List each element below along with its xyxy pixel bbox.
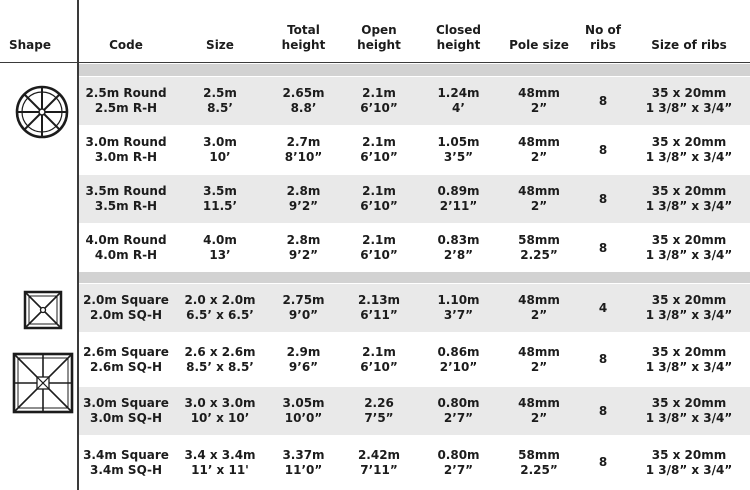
separator-band bbox=[78, 64, 750, 76]
header-open-height-line2: height bbox=[357, 38, 401, 52]
header-closed-height-line1: Closed bbox=[435, 23, 482, 37]
cell-closed bbox=[417, 387, 500, 435]
cell-pole-line1: 48mm bbox=[518, 135, 560, 149]
header-total-height-line2: height bbox=[281, 38, 326, 52]
header-size-of-ribs-label: Size of ribs bbox=[651, 38, 727, 52]
header-total-height-line1: Total bbox=[287, 23, 320, 37]
cell-ribs-value: 4 bbox=[598, 300, 608, 315]
cell-total bbox=[266, 77, 341, 125]
cell-open-line2: 6’10” bbox=[360, 150, 398, 164]
cell-rib-size bbox=[628, 387, 750, 435]
cell-closed-line2: 3’5” bbox=[443, 150, 474, 164]
table-row bbox=[78, 126, 750, 174]
cell-ribs bbox=[578, 77, 628, 125]
cell-size bbox=[174, 77, 266, 125]
cell-pole-line2: 2” bbox=[530, 150, 548, 164]
cell-pole-line1: 48mm bbox=[518, 344, 560, 359]
cell-ribs-value: 8 bbox=[598, 403, 608, 418]
cell-pole-line1: 48mm bbox=[518, 293, 560, 307]
cell-open-line1: 2.1m bbox=[362, 135, 396, 149]
cell-ribs-value: 8 bbox=[598, 93, 608, 108]
separator-band bbox=[78, 271, 750, 283]
cell-rib-size-line2: 1 3/8” x 3/4” bbox=[645, 411, 733, 425]
cell-ribs-value: 8 bbox=[598, 142, 608, 157]
cell-open-line1: 2.13m bbox=[357, 293, 401, 307]
cell-code-line1: 3.5m Round bbox=[85, 184, 167, 198]
cell-total bbox=[266, 439, 341, 487]
header-size bbox=[174, 0, 266, 62]
cell-rib-size-line2: 1 3/8” x 3/4” bbox=[645, 150, 733, 164]
cell-pole-line1: 58mm bbox=[518, 233, 560, 247]
table-row bbox=[78, 439, 750, 487]
cell-rib-size-line2: 1 3/8” x 3/4” bbox=[645, 308, 733, 322]
cell-pole-line1: 48mm bbox=[518, 396, 560, 410]
cell-open bbox=[341, 77, 417, 125]
cell-total-line2: 10’0” bbox=[284, 411, 323, 425]
header-size-label: Size bbox=[206, 38, 234, 52]
cell-code bbox=[78, 439, 174, 487]
cell-rib-size bbox=[628, 336, 750, 384]
cell-ribs bbox=[578, 175, 628, 223]
header-code bbox=[78, 0, 174, 62]
cell-size-line2: 11.5’ bbox=[202, 199, 238, 213]
cell-open-line2: 6’10” bbox=[360, 101, 398, 115]
cell-code-line2: 2.5m R-H bbox=[94, 101, 158, 115]
cell-open-line1: 2.1m bbox=[362, 86, 396, 100]
cell-size-line2: 8.5’ x 8.5’ bbox=[186, 359, 254, 374]
cell-code-line2: 3.4m SQ-H bbox=[89, 462, 163, 477]
cell-closed bbox=[417, 126, 500, 174]
cell-code-line1: 3.0m Square bbox=[83, 396, 169, 410]
cell-pole-line2: 2” bbox=[530, 308, 548, 322]
cell-closed bbox=[417, 175, 500, 223]
table-row bbox=[78, 77, 750, 125]
cell-rib-size bbox=[628, 77, 750, 125]
cell-size-line1: 4.0m bbox=[203, 233, 237, 247]
cell-ribs-value: 8 bbox=[598, 191, 608, 206]
cell-closed-line2: 2’8” bbox=[443, 248, 474, 262]
cell-rib-size-line1: 35 x 20mm bbox=[651, 293, 727, 307]
cell-rib-size-line1: 35 x 20mm bbox=[651, 184, 727, 198]
cell-total-line1: 2.65m bbox=[282, 86, 325, 100]
cell-closed-line1: 1.10m bbox=[437, 293, 480, 307]
table-header bbox=[0, 0, 750, 63]
table-row bbox=[78, 224, 750, 272]
cell-open bbox=[341, 284, 417, 332]
header-shape-label: Shape bbox=[9, 38, 52, 52]
cell-size-line1: 3.0 x 3.0m bbox=[184, 396, 256, 410]
cell-ribs-value: 8 bbox=[598, 352, 608, 366]
cell-size-line1: 2.6 x 2.6m bbox=[184, 344, 256, 359]
cell-size-line2: 11’ x 11' bbox=[191, 462, 249, 477]
cell-size bbox=[174, 439, 266, 487]
cell-code bbox=[78, 387, 174, 435]
cell-total-line2: 8.8’ bbox=[290, 101, 317, 115]
cell-open bbox=[341, 175, 417, 223]
cell-closed-line1: 0.83m bbox=[437, 233, 480, 247]
cell-code-line1: 2.0m Square bbox=[83, 293, 169, 307]
cell-open-line2: 6’10” bbox=[360, 248, 398, 262]
cell-pole bbox=[500, 336, 578, 384]
cell-open bbox=[341, 336, 417, 384]
cell-code bbox=[78, 224, 174, 272]
cell-open bbox=[341, 387, 417, 435]
cell-rib-size bbox=[628, 284, 750, 332]
cell-size-line2: 8.5’ bbox=[207, 101, 233, 115]
cell-rib-size-line2: 1 3/8” x 3/4” bbox=[645, 101, 733, 115]
cell-pole-line2: 2” bbox=[530, 411, 548, 425]
cell-ribs bbox=[578, 126, 628, 174]
cell-pole bbox=[500, 224, 578, 272]
header-open-height-line1: Open bbox=[361, 23, 397, 37]
cell-pole bbox=[500, 387, 578, 435]
cell-total bbox=[266, 284, 341, 332]
cell-open bbox=[341, 439, 417, 487]
cell-closed-line2: 2’7” bbox=[443, 411, 474, 425]
cell-ribs bbox=[578, 439, 628, 487]
cell-pole bbox=[500, 175, 578, 223]
cell-closed-line1: 0.89m bbox=[437, 184, 480, 198]
cell-code-line2: 2.0m SQ-H bbox=[89, 308, 163, 322]
cell-closed-line1: 1.05m bbox=[437, 135, 480, 149]
table-row bbox=[78, 336, 750, 384]
cell-open-line2: 6’10” bbox=[360, 359, 398, 374]
cell-total-line1: 3.05m bbox=[282, 396, 325, 410]
cell-code-line1: 2.6m Square bbox=[83, 344, 169, 359]
cell-total bbox=[266, 224, 341, 272]
cell-code bbox=[78, 126, 174, 174]
cell-closed-line2: 2’11” bbox=[439, 199, 478, 213]
round-umbrella-icon bbox=[14, 84, 70, 140]
cell-size bbox=[174, 387, 266, 435]
table-row bbox=[78, 387, 750, 435]
cell-ribs-value: 8 bbox=[598, 240, 608, 255]
cell-pole-line1: 58mm bbox=[518, 447, 560, 462]
cell-size-line1: 2.0 x 2.0m bbox=[184, 293, 256, 307]
cell-code bbox=[78, 336, 174, 384]
cell-pole bbox=[500, 439, 578, 487]
cell-open-line1: 2.1m bbox=[362, 184, 396, 198]
cell-code-line1: 3.0m Round bbox=[85, 135, 167, 149]
cell-total-line1: 2.9m bbox=[286, 344, 321, 359]
header-closed-height-line2: height bbox=[436, 38, 481, 52]
cell-pole bbox=[500, 126, 578, 174]
cell-rib-size-line1: 35 x 20mm bbox=[651, 447, 727, 462]
cell-closed-line2: 2’10” bbox=[439, 359, 478, 374]
small-square-umbrella-icon bbox=[23, 290, 63, 330]
cell-total-line2: 9’6” bbox=[288, 359, 319, 374]
header-total-height bbox=[266, 0, 341, 62]
cell-code-line2: 3.0m R-H bbox=[94, 150, 158, 164]
cell-open-line1: 2.1m bbox=[362, 344, 396, 359]
header-shape bbox=[0, 0, 78, 62]
cell-total bbox=[266, 126, 341, 174]
cell-ribs bbox=[578, 224, 628, 272]
cell-closed-line1: 0.86m bbox=[437, 344, 480, 359]
cell-closed-line1: 0.80m bbox=[437, 396, 480, 410]
cell-total-line2: 9’2” bbox=[288, 248, 319, 262]
cell-rib-size bbox=[628, 224, 750, 272]
cell-code-line2: 4.0m R-H bbox=[94, 248, 158, 262]
cell-closed bbox=[417, 439, 500, 487]
cell-closed-line1: 1.24m bbox=[437, 86, 480, 100]
cell-code-line1: 3.4m Square bbox=[83, 447, 169, 462]
cell-open-line1: 2.42m bbox=[357, 447, 401, 462]
cell-code-line1: 4.0m Round bbox=[85, 233, 167, 247]
cell-total-line2: 9’0” bbox=[288, 308, 319, 322]
cell-total-line1: 2.8m bbox=[286, 233, 321, 247]
cell-total bbox=[266, 175, 341, 223]
header-closed-height bbox=[417, 0, 500, 62]
cell-closed bbox=[417, 336, 500, 384]
cell-code bbox=[78, 77, 174, 125]
cell-total-line2: 8’10” bbox=[284, 150, 323, 164]
cell-code bbox=[78, 284, 174, 332]
header-no-of-ribs-line1: No of bbox=[585, 23, 621, 37]
cell-code-line2: 3.5m R-H bbox=[94, 199, 158, 213]
cell-ribs bbox=[578, 387, 628, 435]
cell-code-line2: 2.6m SQ-H bbox=[89, 359, 163, 374]
header-pole-size-label: Pole size bbox=[509, 38, 569, 52]
cell-closed bbox=[417, 224, 500, 272]
cell-total-line1: 2.8m bbox=[286, 184, 321, 198]
cell-rib-size-line2: 1 3/8” x 3/4” bbox=[645, 248, 733, 262]
cell-closed-line2: 2’7” bbox=[443, 462, 474, 477]
cell-open bbox=[341, 224, 417, 272]
header-code-label: Code bbox=[109, 38, 143, 52]
cell-code bbox=[78, 175, 174, 223]
cell-pole bbox=[500, 284, 578, 332]
cell-size-line1: 3.5m bbox=[203, 184, 237, 198]
cell-closed-line2: 3’7” bbox=[443, 308, 474, 322]
cell-size bbox=[174, 224, 266, 272]
cell-rib-size-line1: 35 x 20mm bbox=[651, 396, 727, 410]
cell-pole bbox=[500, 77, 578, 125]
table-row bbox=[78, 175, 750, 223]
header-no-of-ribs-line2: ribs bbox=[590, 38, 616, 52]
cell-size bbox=[174, 126, 266, 174]
cell-pole-line2: 2.25” bbox=[520, 248, 558, 262]
cell-ribs-value: 8 bbox=[598, 455, 608, 469]
cell-size-line2: 13’ bbox=[209, 248, 231, 262]
cell-pole-line2: 2” bbox=[530, 199, 548, 213]
cell-rib-size-line2: 1 3/8” x 3/4” bbox=[645, 462, 733, 477]
cell-rib-size-line2: 1 3/8” x 3/4” bbox=[645, 199, 733, 213]
cell-total bbox=[266, 387, 341, 435]
cell-pole-line2: 2” bbox=[530, 359, 548, 374]
cell-closed bbox=[417, 284, 500, 332]
cell-open-line2: 7’11” bbox=[360, 462, 398, 477]
cell-size-line1: 3.0m bbox=[203, 135, 237, 149]
cell-size bbox=[174, 175, 266, 223]
cell-size bbox=[174, 336, 266, 384]
cell-size bbox=[174, 284, 266, 332]
cell-rib-size-line1: 35 x 20mm bbox=[651, 233, 727, 247]
cell-code-line1: 2.5m Round bbox=[85, 86, 167, 100]
cell-size-line2: 10’ bbox=[209, 150, 231, 164]
cell-pole-line1: 48mm bbox=[518, 86, 560, 100]
cell-size-line1: 2.5m bbox=[203, 86, 237, 100]
cell-rib-size-line2: 1 3/8” x 3/4” bbox=[645, 359, 733, 374]
cell-total-line1: 2.7m bbox=[286, 135, 321, 149]
cell-ribs bbox=[578, 284, 628, 332]
cell-rib-size-line1: 35 x 20mm bbox=[651, 135, 727, 149]
cell-pole-line1: 48mm bbox=[518, 184, 560, 198]
cell-code-line2: 3.0m SQ-H bbox=[89, 411, 163, 425]
cell-total-line2: 11’0” bbox=[284, 462, 323, 477]
cell-size-line2: 10’ x 10’ bbox=[190, 411, 250, 425]
cell-rib-size-line1: 35 x 20mm bbox=[651, 344, 727, 359]
cell-open bbox=[341, 126, 417, 174]
cell-total-line1: 3.37m bbox=[282, 447, 325, 462]
cell-total-line1: 2.75m bbox=[282, 293, 325, 307]
cell-total-line2: 9’2” bbox=[288, 199, 319, 213]
header-open-height bbox=[341, 0, 417, 62]
cell-closed-line1: 0.80m bbox=[437, 447, 480, 462]
cell-closed bbox=[417, 77, 500, 125]
cell-open-line1: 2.1m bbox=[362, 233, 396, 247]
table-row bbox=[78, 284, 750, 332]
cell-ribs bbox=[578, 336, 628, 384]
cell-open-line2: 7’5” bbox=[364, 411, 394, 425]
cell-closed-line2: 4’ bbox=[452, 101, 465, 115]
large-square-umbrella-icon bbox=[12, 352, 74, 414]
cell-size-line2: 6.5’ x 6.5’ bbox=[186, 308, 254, 322]
cell-size-line1: 3.4 x 3.4m bbox=[184, 447, 256, 462]
header-pole-size bbox=[500, 0, 578, 62]
cell-total bbox=[266, 336, 341, 384]
cell-open-line1: 2.26 bbox=[364, 396, 394, 410]
header-size-of-ribs bbox=[628, 0, 750, 62]
cell-pole-line2: 2.25” bbox=[520, 462, 558, 477]
header-no-of-ribs bbox=[578, 0, 628, 62]
column-divider bbox=[77, 0, 79, 490]
cell-open-line2: 6’10” bbox=[360, 199, 398, 213]
cell-rib-size-line1: 35 x 20mm bbox=[651, 86, 727, 100]
cell-rib-size bbox=[628, 175, 750, 223]
cell-open-line2: 6’11” bbox=[360, 308, 398, 322]
cell-rib-size bbox=[628, 439, 750, 487]
cell-pole-line2: 2” bbox=[530, 101, 548, 115]
cell-rib-size bbox=[628, 126, 750, 174]
